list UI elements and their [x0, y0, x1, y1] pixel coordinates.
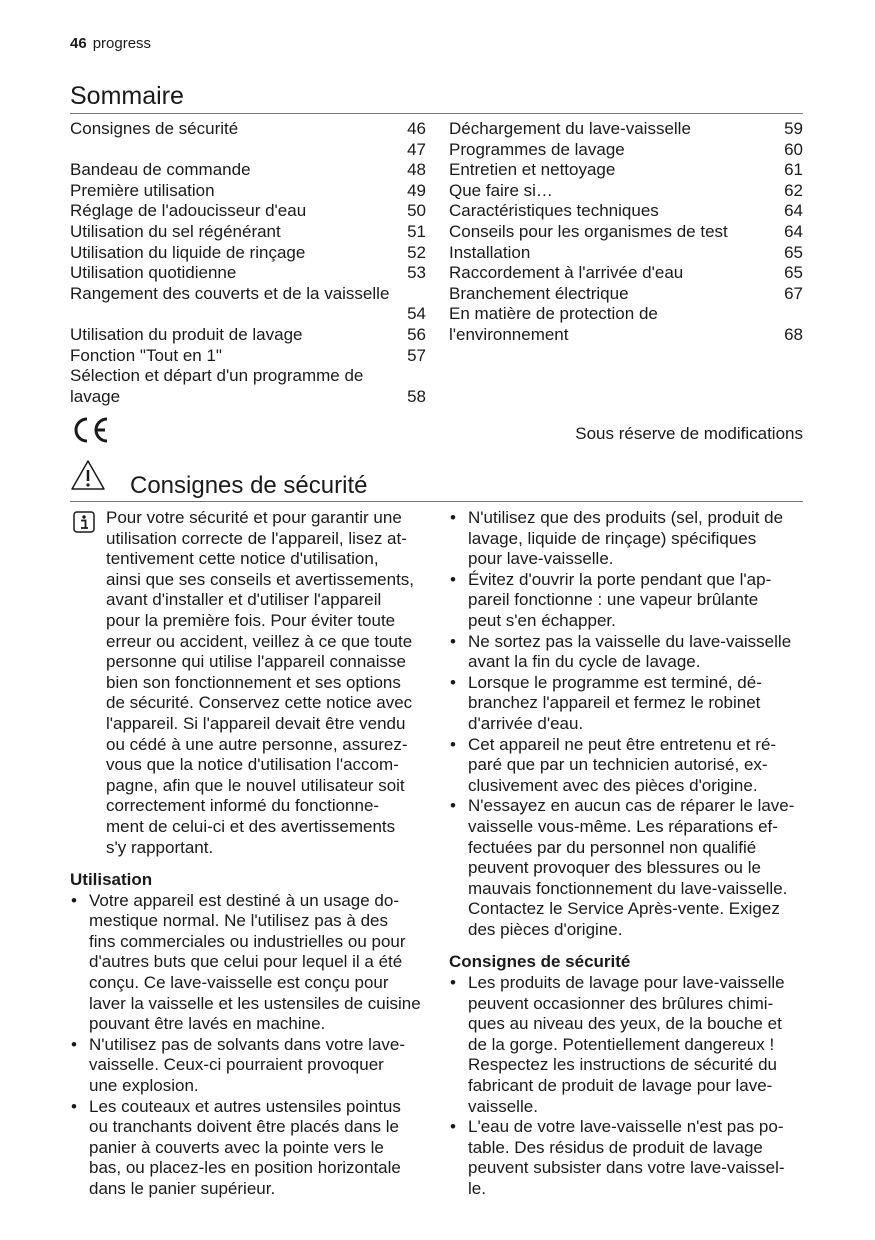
toc-entry — [449, 284, 803, 305]
bullet-item — [70, 1035, 430, 1097]
toc-entry-page: 60 — [784, 139, 803, 159]
toc-entry-page: 62 — [784, 180, 803, 200]
text-line: erreur ou accident, veillez à ce que toute — [106, 631, 413, 651]
text-line: • Lorsque le programme est terminé, dé- — [468, 672, 762, 692]
text-line: panier à couverts avec la pointe vers le — [89, 1137, 384, 1157]
toc-entry-page: 65 — [784, 242, 803, 262]
toc-entry — [70, 243, 426, 264]
bullet-item — [449, 508, 805, 570]
bullet-item — [449, 673, 805, 735]
brand-name: progress — [92, 35, 152, 52]
toc-entry — [70, 119, 426, 140]
toc-entry-label: Conseils pour les organismes de test — [449, 221, 728, 241]
toc-entry-label: Réglage de l'adoucisseur d'eau — [70, 201, 307, 221]
safety-rules-list — [449, 508, 805, 940]
toc-entry-label: Raccordement à l'arrivée d'eau — [449, 263, 684, 283]
toc-entry-page: 64 — [784, 201, 803, 221]
toc-right-column — [449, 119, 803, 346]
text-line: de la gorge. Potentiellement dangereux ! — [468, 1034, 775, 1054]
text-line: clusivement avec des pièces d'origine. — [468, 775, 758, 795]
text-line: ou cédé à une autre personne, assurez- — [106, 734, 408, 754]
toc-entry-page — [779, 304, 803, 325]
toc-entry-label: Branchement électrique — [449, 283, 629, 303]
toc-entry-label: Utilisation quotidienne — [70, 263, 237, 283]
text-line: bien son fonctionnement et ses options — [106, 672, 401, 692]
toc-entry-label: Utilisation du liquide de rinçage — [70, 242, 306, 262]
toc-entry-page: 52 — [407, 242, 426, 262]
toc-entry-label: Que faire si… — [449, 180, 553, 200]
safety-intro — [70, 508, 430, 858]
toc-entry-page: 48 — [407, 160, 426, 180]
toc-entry-label: Bandeau de commande — [70, 160, 251, 180]
toc-entry — [449, 304, 803, 325]
consignes-list — [449, 973, 805, 1200]
toc-entry — [70, 201, 426, 222]
toc-entry — [70, 387, 426, 408]
bullet-item — [449, 796, 805, 940]
text-line: ainsi que ses conseils et avertissements, — [106, 569, 415, 589]
toc-entry-label: En matière de protection de — [449, 304, 658, 324]
toc-entry — [449, 160, 803, 181]
toc-entry — [70, 284, 426, 305]
page-number: 46 — [70, 35, 87, 52]
text-line: peuvent provoquer des blessures ou le — [468, 858, 761, 878]
text-line: pour lave-vaisselle. — [468, 549, 614, 569]
text-line: fectuées par du personnel non qualifié — [468, 837, 757, 857]
bullet-item — [70, 1097, 430, 1200]
toc-entry-page — [402, 366, 426, 387]
text-line: mestique normal. Ne l'utilisez pas à des — [89, 911, 388, 931]
text-line: • Cet appareil ne peut être entretenu et ré- — [468, 734, 777, 754]
text-line: vaisselle. — [468, 1096, 538, 1116]
toc-entry-page: 64 — [784, 221, 803, 241]
text-line: utilisation correcte de l'appareil, lisez at- — [106, 528, 407, 548]
toc-left-column — [70, 119, 426, 407]
modification-notice: Sous réserve de modifications — [575, 424, 803, 443]
text-line: tentivement cette notice d'utilisation, — [106, 549, 379, 569]
safety-left-column — [70, 508, 430, 1200]
toc-entry-page: 59 — [784, 119, 803, 138]
text-line: mauvais fonctionnement du lave-vaisselle. — [468, 878, 788, 898]
toc-entry-page: 54 — [407, 304, 426, 324]
toc-entry-page: 65 — [784, 263, 803, 283]
text-line: s'y rapportant. — [106, 837, 214, 857]
text-line: pour la première fois. Pour éviter toute — [106, 610, 396, 630]
toc-entry — [70, 160, 426, 181]
toc-entry-page: 57 — [407, 345, 426, 365]
toc-entry — [449, 243, 803, 264]
safety-divider — [70, 501, 803, 502]
toc-entry-label: Utilisation du sel régénérant — [70, 221, 281, 241]
text-line: peut s'en échapper. — [468, 610, 616, 630]
text-line: l'appareil. Si l'appareil devait être vendu — [106, 713, 406, 733]
text-line: d'autres buts que celui pour lequel il a été — [89, 952, 403, 972]
text-line: • Évitez d'ouvrir la porte pendant que l'ap- — [468, 569, 772, 589]
toc-entry — [449, 201, 803, 222]
text-line: peuvent subsister dans votre lave-vaissel- — [468, 1158, 785, 1178]
text-line: vaisselle vous-même. Les réparations ef- — [468, 816, 778, 836]
toc-entry-label: Entretien et nettoyage — [449, 160, 616, 180]
text-line: branchez l'appareil et fermez le robinet — [468, 693, 761, 713]
toc-entry — [70, 304, 426, 325]
toc-entry-label: Utilisation du produit de lavage — [70, 324, 303, 344]
bullet-item — [449, 632, 805, 673]
toc-entry — [449, 263, 803, 284]
bullet-item — [449, 1117, 805, 1199]
text-line: • N'utilisez que des produits (sel, produit de — [468, 508, 784, 527]
text-line: table. Des résidus de produit de lavage — [468, 1137, 763, 1157]
usage-list — [70, 891, 430, 1200]
text-line: le. — [468, 1179, 486, 1198]
text-line: • Les couteaux et autres ustensiles pointus — [89, 1096, 401, 1116]
toc-entry — [70, 181, 426, 202]
toc-entry — [70, 263, 426, 284]
ce-mark-icon — [70, 415, 110, 445]
bullet-item — [70, 891, 430, 1035]
text-line: une explosion. — [89, 1076, 199, 1096]
text-line: pareil fonctionne : une vapeur brûlante — [468, 590, 759, 610]
bullet-item — [449, 973, 805, 1117]
safety-right-column — [449, 508, 805, 1200]
toc-entry-page: 61 — [784, 160, 803, 180]
text-line: correctement informé du fonctionne- — [106, 796, 380, 816]
text-line: lavage, liquide de rinçage) spécifiques — [468, 528, 757, 548]
bullet-item — [449, 735, 805, 797]
text-line: peuvent occasionner des brûlures chimi- — [468, 993, 774, 1013]
text-line: • L'eau de votre lave-vaisselle n'est pas po- — [468, 1117, 784, 1137]
text-line: • Les produits de lavage pour lave-vaisselle — [468, 973, 785, 993]
text-line: ou tranchants doivent être placés dans le — [89, 1117, 399, 1137]
toc-entry-label: l'environnement — [449, 324, 569, 344]
toc-entry-label: Sélection et départ d'un programme de — [70, 366, 364, 386]
toc-entry-label: Rangement des couverts et de la vaisselle — [70, 283, 390, 303]
warning-icon — [70, 458, 106, 492]
text-line: conçu. Ce lave-vaisselle est conçu pour — [89, 973, 389, 993]
text-line: avant d'installer et d'utiliser l'appareil — [106, 590, 382, 610]
toc-entry-page: 67 — [784, 283, 803, 303]
toc-entry — [449, 325, 803, 346]
text-line: dans le panier supérieur. — [89, 1179, 276, 1198]
toc-entry-page: 58 — [407, 386, 426, 406]
text-line: fins commerciales ou industrielles ou pour — [89, 931, 406, 951]
text-line: laver la vaisselle et les ustensiles de cuisine — [89, 993, 421, 1013]
toc-entry — [70, 366, 426, 387]
toc-divider — [70, 113, 803, 114]
text-line: Respectez les instructions de sécurité du — [468, 1055, 777, 1075]
text-line: avant la fin du cycle de lavage. — [468, 652, 701, 672]
text-line: vous que la notice d'utilisation l'accom- — [106, 755, 399, 775]
text-line: Pour votre sécurité et pour garantir une — [106, 508, 402, 527]
toc-entry-page — [402, 284, 426, 305]
text-line: pagne, afin que le nouvel utilisateur soit — [106, 775, 405, 795]
toc-entry-page: 51 — [407, 221, 426, 241]
text-line: pouvant être lavés en machine. — [89, 1014, 326, 1034]
text-line: fabricant de produit de lavage pour lave- — [468, 1076, 773, 1096]
text-line: • N'essayez en aucun cas de réparer le lave- — [468, 796, 795, 816]
toc-entry-label: lavage — [70, 386, 121, 406]
toc-entry — [70, 346, 426, 367]
toc-entry — [70, 222, 426, 243]
text-line: paré que par un technicien autorisé, ex- — [468, 755, 768, 775]
toc-entry-page: 53 — [407, 263, 426, 283]
toc-entry-label: Caractéristiques techniques — [449, 201, 659, 221]
text-line: • N'utilisez pas de solvants dans votre lave- — [89, 1034, 406, 1054]
text-line: de sécurité. Conservez cette notice avec — [106, 693, 413, 713]
text-line: d'arrivée d'eau. — [468, 713, 584, 733]
text-line: Contactez le Service Après-vente. Exigez — [468, 899, 780, 919]
toc-entry-label: Installation — [449, 242, 531, 262]
toc-entry-page: 50 — [407, 201, 426, 221]
toc-entry — [449, 222, 803, 243]
text-line: • Votre appareil est destiné à un usage do- — [89, 890, 399, 910]
toc-entry-label: Première utilisation — [70, 180, 215, 200]
text-line: bas, ou placez-les en position horizontale — [89, 1158, 401, 1178]
consignes-heading: Consignes de sécurité — [449, 952, 631, 972]
text-line: personne qui utilise l'appareil connaisse — [106, 652, 406, 672]
toc-entry — [449, 119, 803, 140]
text-line: • Ne sortez pas la vaisselle du lave-vaisselle — [468, 631, 792, 651]
safety-section-title: Consignes de sécurité — [130, 472, 368, 499]
text-line: ment de celui-ci et des avertissements — [106, 816, 396, 836]
text-line: des pièces d'origine. — [468, 919, 623, 939]
toc-entry — [70, 325, 426, 346]
text-line: vaisselle. Ceux-ci pourraient provoquer — [89, 1055, 384, 1075]
toc-entry — [449, 181, 803, 202]
toc-entry-page: 49 — [407, 180, 426, 200]
toc-entry-label: Déchargement du lave-vaisselle — [449, 119, 691, 138]
toc-entry-page: 68 — [784, 324, 803, 344]
text-line: ques au niveau des yeux, de la bouche et — [468, 1014, 782, 1034]
toc-entry-label: Fonction "Tout en 1" — [70, 345, 222, 365]
toc-entry-page: 47 — [407, 139, 426, 159]
toc-title: Sommaire — [70, 82, 184, 110]
toc-entry — [449, 140, 803, 161]
toc-entry-page: 56 — [407, 324, 426, 344]
toc-entry-label: Consignes de sécurité — [70, 119, 239, 138]
toc-entry-page: 46 — [407, 119, 426, 138]
usage-heading: Utilisation — [70, 870, 153, 890]
toc-entry-label: Programmes de lavage — [449, 139, 625, 159]
bullet-item — [449, 570, 805, 632]
toc-entry — [70, 140, 426, 161]
page-header — [70, 35, 151, 52]
